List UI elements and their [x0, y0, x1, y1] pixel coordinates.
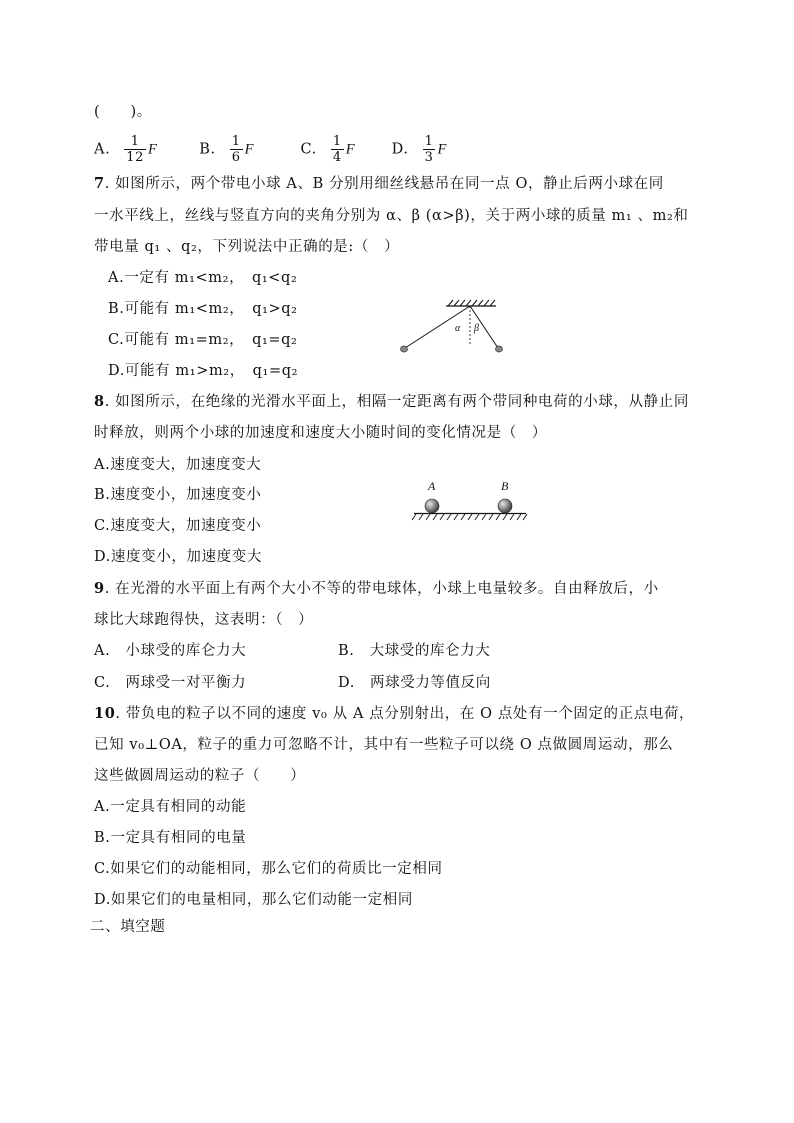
q8-option-a: A.速度变大，加速度变大	[94, 457, 262, 473]
q10-line-2: 已知 v₀⊥OA，粒子的重力可忽略不计，其中有一些粒子可以绕 O 点做圆周运动，那么	[94, 737, 674, 753]
q6-option-a: A. $\frac{1}{12}$ F	[94, 134, 158, 165]
q10-option-d: D.如果它们的电量相同，那么它们动能一定相同	[94, 892, 413, 908]
q6-option-b: B. $\frac{1}{6}$ F	[199, 134, 255, 165]
q10-line-3: 这些做圆周运动的粒子（ ）	[94, 768, 306, 784]
q6-option-d: D. $\frac{1}{3}$ F	[391, 134, 447, 165]
q9-option-c: C. 两球受一对平衡力	[94, 675, 247, 691]
q10-option-a: A.一定具有相同的动能	[94, 799, 247, 815]
q8-line-2: 时释放，则两个小球的加速度和速度大小随时间的变化情况是（ ）	[94, 425, 547, 441]
q10-line-1: 10. 带负电的粒子以不同的速度 v₀ 从 A 点分别射出，在 O 点处有一个固定的正点电荷，	[94, 705, 695, 722]
q10-option-b: B.一定具有相同的电量	[94, 830, 247, 846]
q6-option-c: C. $\frac{1}{4}$ F	[300, 134, 356, 165]
q9-option-a: A. 小球受的库仑力大	[94, 643, 247, 659]
q8-line-1: 8. 如图所示，在绝缘的光滑水平面上，相隔一定距离有两个带同种电荷的小球，从静止同	[94, 393, 689, 410]
q9-option-d: D. 两球受力等值反向	[338, 675, 491, 691]
q7-line-2: 一水平线上，丝线与竖直方向的夹角分别为 α、β (α>β)，关于两小球的质量 m₁ 、m₂和	[94, 208, 689, 224]
q10-number: 10	[94, 705, 116, 722]
q7-option-d: D.可能有 m₁>m₂， q₁=q₂	[108, 363, 298, 379]
beta-label: β	[474, 323, 480, 334]
q7-option-b: B.可能有 m₁<m₂， q₁>q₂	[108, 301, 298, 317]
ball-b-label: B	[501, 479, 509, 493]
ball-a	[425, 499, 439, 513]
q8-option-d: D.速度变小，加速度变大	[94, 549, 262, 565]
q7-option-a: A.一定有 m₁<m₂， q₁<q₂	[108, 270, 298, 286]
q7-pendulum-figure	[394, 296, 510, 358]
q7-option-c: C.可能有 m₁=m₂， q₁=q₂	[108, 332, 298, 348]
alpha-label: α	[455, 323, 461, 334]
section-title-fill-in: 二、填空题	[90, 919, 166, 935]
q6-options	[94, 134, 447, 165]
q8-number: 8	[94, 393, 105, 410]
q7-line-3: 带电量 q₁ 、q₂，下列说法中正确的是:（ ）	[94, 239, 400, 255]
q8-option-c: C.速度变大，加速度变小	[94, 518, 262, 534]
q9-line-2: 球比大球跑得快，这表明：（ ）	[94, 612, 314, 628]
q9-line-1: 9. 在光滑的水平面上有两个大小不等的带电球体，小球上电量较多。自由释放后，小	[94, 580, 659, 597]
q8-balls-figure	[410, 476, 530, 522]
q9-option-b: B. 大球受的库仑力大	[338, 643, 491, 659]
ball-a-label: A	[428, 479, 436, 493]
q9-number: 9	[94, 580, 105, 597]
q10-option-c: C.如果它们的动能相同，那么它们的荷质比一定相同	[94, 861, 443, 877]
q6-stem-end: ( )。	[94, 104, 152, 120]
q7-line-1: 7. 如图所示，两个带电小球 A、B 分别用细丝线悬吊在同一点 O，静止后两小球在同	[94, 175, 664, 192]
ball-b	[498, 499, 512, 513]
q8-option-b: B.速度变小，加速度变小	[94, 487, 262, 503]
q7-number: 7	[94, 175, 105, 192]
